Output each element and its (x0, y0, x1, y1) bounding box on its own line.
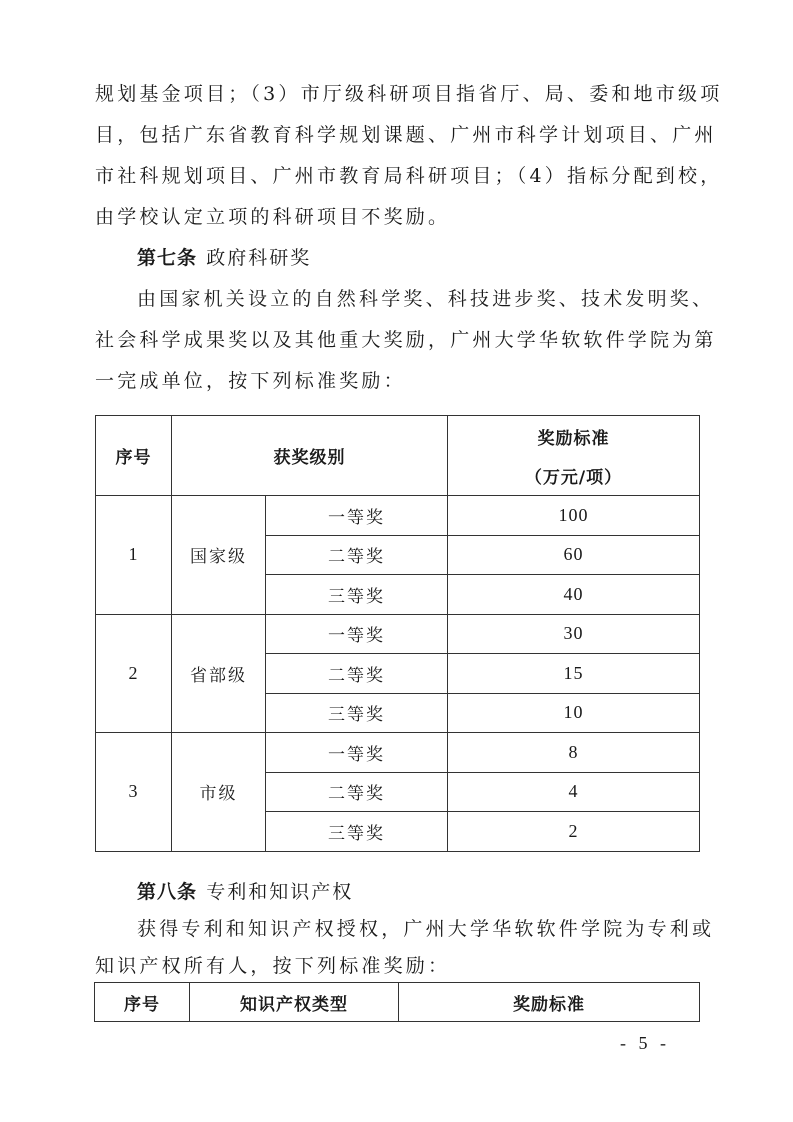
cell-award-amount: 2 (448, 812, 700, 852)
article-7-body-line: 一完成单位，按下列标准奖励： (95, 370, 406, 392)
cell-award-amount: 30 (448, 614, 700, 654)
article-7-body-line: 社会科学成果奖以及其他重大奖励，广州大学华软软件学院为第 (95, 329, 717, 351)
article-8-label: 第八条 (137, 881, 198, 903)
cell-award-amount: 10 (448, 693, 700, 733)
header-standard-line1: 奖励标准 (537, 428, 610, 449)
cell-award-grade: 二等奖 (266, 772, 448, 812)
cell-award-amount: 100 (448, 496, 700, 536)
article-8-body-line: 获得专利和知识产权授权，广州大学华软软件学院为专利或 (137, 918, 715, 940)
cell-award-level: 市级 (172, 733, 266, 852)
cell-award-amount: 8 (448, 733, 700, 773)
table-row (96, 496, 700, 536)
cell-award-amount: 40 (448, 575, 700, 615)
cell-seq: 1 (96, 496, 172, 615)
paragraph-line: 规划基金项目；（3）市厅级科研项目指省厅、局、委和地市级项 (95, 83, 723, 105)
cell-seq: 2 (96, 614, 172, 733)
paragraph-line: 目，包括广东省教育科学规划课题、广州市科学计划项目、广州 (95, 124, 717, 146)
cell-award-amount: 4 (448, 772, 700, 812)
cell-award-grade: 一等奖 (266, 496, 448, 536)
table-header-row (95, 983, 700, 1022)
cell-award-grade: 三等奖 (266, 812, 448, 852)
cell-award-grade: 一等奖 (266, 733, 448, 773)
paragraph-line: 由学校认定立项的科研项目不奖励。 (95, 206, 451, 228)
cell-award-grade: 三等奖 (266, 693, 448, 733)
table-header-row (96, 416, 700, 496)
article-8-title: 专利和知识产权 (206, 881, 354, 903)
cell-award-level: 国家级 (172, 496, 266, 615)
header-standard (448, 416, 700, 496)
page-number: - 5 - (620, 1033, 670, 1053)
cell-award-amount: 60 (448, 535, 700, 575)
table-row (96, 614, 700, 654)
header-seq: 序号 (96, 416, 172, 496)
cell-award-grade: 一等奖 (266, 614, 448, 654)
cell-award-level: 省部级 (172, 614, 266, 733)
article-8-body-line: 知识产权所有人，按下列标准奖励： (95, 955, 451, 977)
article-7-title: 政府科研奖 (206, 247, 312, 269)
cell-award-grade: 二等奖 (266, 535, 448, 575)
government-award-table (95, 415, 700, 852)
ip-award-table (94, 982, 700, 1022)
cell-award-amount: 15 (448, 654, 700, 694)
cell-seq: 3 (96, 733, 172, 852)
header-seq: 序号 (95, 983, 190, 1022)
header-standard: 奖励标准 (399, 983, 700, 1022)
header-ip-type: 知识产权类型 (190, 983, 399, 1022)
article-8-heading (137, 880, 742, 904)
article-7-heading (137, 246, 742, 270)
table-row (96, 733, 700, 773)
cell-award-grade: 三等奖 (266, 575, 448, 615)
paragraph-line: 市社科规划项目、广州市教育局科研项目；（4）指标分配到校， (95, 165, 723, 187)
article-7-label: 第七条 (137, 247, 198, 269)
header-award-level: 获奖级别 (172, 416, 448, 496)
cell-award-grade: 二等奖 (266, 654, 448, 694)
article-7-body-line: 由国家机关设立的自然科学奖、科技进步奖、技术发明奖、 (137, 288, 715, 310)
header-standard-line2: （万元/项） (524, 467, 623, 488)
